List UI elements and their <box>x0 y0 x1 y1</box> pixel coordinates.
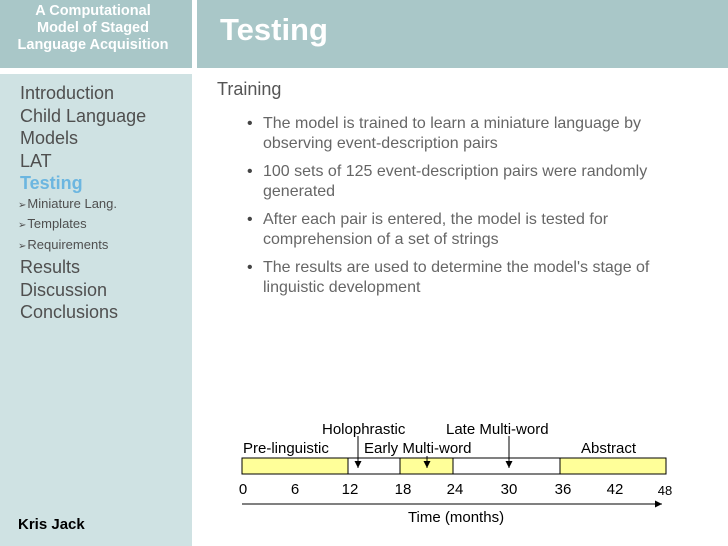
author-name: Kris Jack <box>18 516 85 533</box>
tick-label: 6 <box>290 481 300 498</box>
bullet-text: 100 sets of 125 event-description pairs were randomly generated <box>263 163 648 200</box>
bullet-icon: • <box>247 259 253 276</box>
bullet-text: The model is trained to learn a miniature language by observing event-description pairs <box>263 115 641 152</box>
tick-label: 24 <box>446 481 464 498</box>
section-heading: Training <box>217 79 282 99</box>
tick-label: 0 <box>238 481 248 498</box>
nav-item-introduction[interactable]: Introduction <box>20 83 115 103</box>
stage-label-pre-linguistic: Pre-linguistic <box>243 440 329 457</box>
tick-label: 48 <box>657 483 673 498</box>
bullet-icon: • <box>247 163 253 180</box>
tick-label: 18 <box>394 481 412 498</box>
arrow-icon: ➢ <box>18 240 27 252</box>
arrow-icon: ➢ <box>18 199 27 211</box>
app-title-line: Language Acquisition <box>17 37 169 53</box>
nav-item-lat[interactable]: LAT <box>20 150 52 171</box>
axis-label: Time (months) <box>407 509 505 526</box>
nav-item-conclusions[interactable]: Conclusions <box>20 302 119 322</box>
page-title: Testing <box>220 12 328 47</box>
nav-item-results[interactable]: Results <box>20 257 81 277</box>
nav-subitem-label: Miniature Lang. <box>27 195 118 211</box>
nav-item-discussion[interactable]: Discussion <box>20 279 108 300</box>
nav-item-testing[interactable]: Testing <box>20 173 83 193</box>
nav-item-models[interactable]: Models <box>20 128 79 148</box>
stage-label-abstract: Abstract <box>581 440 637 457</box>
tick-label: 42 <box>606 481 624 498</box>
nav-subitem-label: Templates <box>27 216 87 231</box>
stage-label-early-multiword: Early Multi-word <box>364 440 472 457</box>
bullet-icon: • <box>247 211 253 228</box>
stage-label-late-multiword: Late Multi-word <box>446 421 549 438</box>
nav-item-child-language[interactable]: Child Language <box>20 105 147 126</box>
app-title-line: Model of Staged <box>37 20 149 36</box>
app-title-line: A Computational <box>35 3 151 19</box>
bullet-text: After each pair is entered, the model is tested for comprehension of a set of strings <box>263 211 609 248</box>
stage-label-holophrastic: Holophrastic <box>322 421 406 438</box>
tick-label: 12 <box>341 481 359 498</box>
tick-label: 36 <box>554 481 572 498</box>
nav-subitem-label: Requirements <box>27 236 109 252</box>
tick-label: 30 <box>500 481 518 498</box>
bullet-text: The results are used to determine the model's stage of linguistic development <box>263 259 650 296</box>
bullet-icon: • <box>247 115 253 132</box>
abstract-segment <box>560 458 666 474</box>
pre-linguistic-segment <box>242 458 348 474</box>
arrow-icon: ➢ <box>18 220 27 231</box>
